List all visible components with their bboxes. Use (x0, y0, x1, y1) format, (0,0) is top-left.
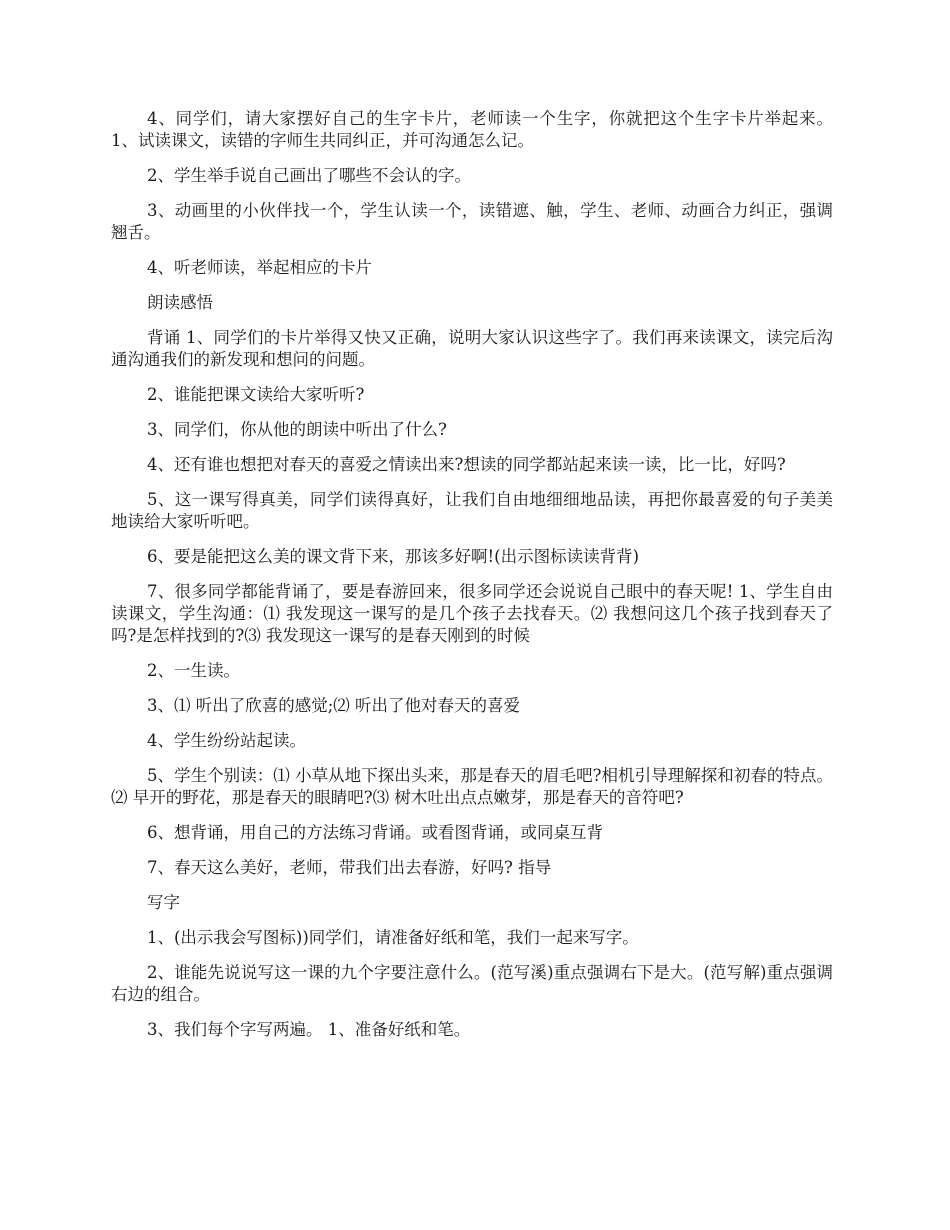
paragraph-10: 5、这一课写得真美，同学们读得真好，让我们自由地细细地品读，再把你最喜爱的句子美美地读给大家听听吧。 (111, 490, 833, 531)
paragraph-1: 4、同学们，请大家摆好自己的生字卡片，老师读一个生字，你就把这个生字卡片举起来。 1、试读课文，读错的字师生共同纠正，并可沟通怎么记。 (111, 109, 833, 150)
document-body (111, 108, 833, 1054)
paragraph-7: 2、谁能把课文读给大家听听? (147, 385, 365, 404)
paragraph-12: 7、很多同学都能背诵了，要是春游回来，很多同学还会说说自己眼中的春天呢! 1、学生自由读课文，学生沟通：⑴ 我发现这一课写的是几个孩子去找春天。⑵ 我想问这几个孩子找到春天了吗?是怎样找到的?⑶ 我发现这一课写的是春天刚到的时候 (111, 582, 833, 645)
paragraph-9: 4、还有谁也想把对春天的喜爱之情读出来?想读的同学都站起来读一读，比一比，好吗? (147, 455, 786, 474)
paragraph-2: 2、学生举手说自己画出了哪些不会认的字。 (147, 166, 471, 185)
paragraph-21: 2、谁能先说说写这一课的九个字要注意什么。(范写溪)重点强调右下是大。(范写解)重点强调右边的组合。 (111, 963, 833, 1004)
paragraph-17: 6、想背诵，用自己的方法练习背诵。或看图背诵，或同桌互背 (147, 823, 603, 842)
paragraph-20: 1、(出示我会写图标))同学们，请准备好纸和笔，我们一起来写字。 (147, 928, 639, 947)
paragraph-6: 背诵 1、同学们的卡片举得又快又正确，说明大家认识这些字了。我们再来读课文，读完后沟通沟通我们的新发现和想问的问题。 (111, 328, 833, 369)
paragraph-14: 3、⑴ 听出了欣喜的感觉;⑵ 听出了他对春天的喜爱 (147, 696, 521, 715)
paragraph-22: 3、我们每个字写两遍。 1、准备好纸和笔。 (147, 1020, 471, 1039)
section-heading-reading: 朗读感悟 (147, 293, 213, 312)
paragraph-16: 5、学生个别读：⑴ 小草从地下探出头来，那是春天的眉毛吧?相机引导理解探和初春的特点。⑵ 早开的野花，那是春天的眼睛吧?⑶ 树木吐出点点嫩芽，那是春天的音符吧? (111, 766, 833, 807)
paragraph-3: 3、动画里的小伙伴找一个，学生认读一个，读错遮、触，学生、老师、动画合力纠正，强调翘舌。 (111, 201, 833, 242)
paragraph-11: 6、要是能把这么美的课文背下来，那该多好啊!(出示图标读读背背) (147, 547, 640, 566)
paragraph-8: 3、同学们，你从他的朗读中听出了什么? (147, 420, 447, 439)
section-heading-writing: 写字 (147, 893, 180, 912)
paragraph-13: 2、一生读。 (147, 661, 240, 680)
paragraph-18: 7、春天这么美好，老师，带我们出去春游，好吗? 指导 (147, 858, 552, 877)
paragraph-4: 4、听老师读，举起相应的卡片 (147, 258, 372, 277)
paragraph-15: 4、学生纷纷站起读。 (147, 731, 306, 750)
